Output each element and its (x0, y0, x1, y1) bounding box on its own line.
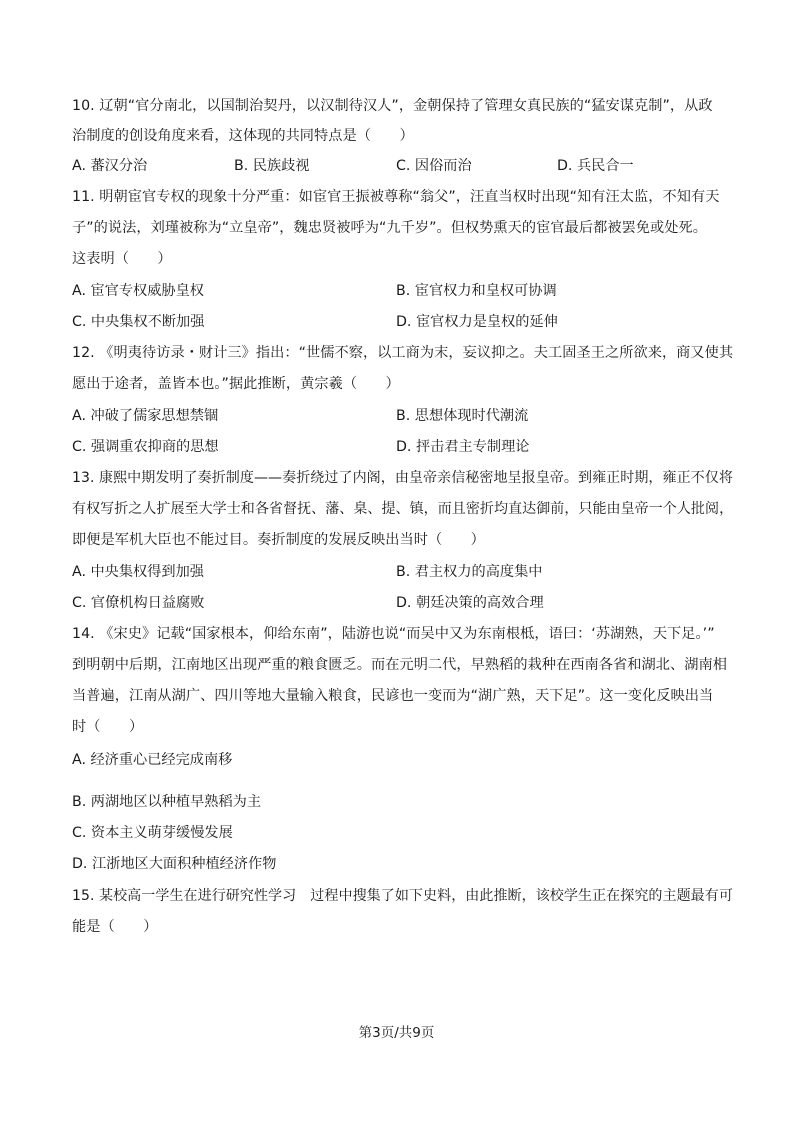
question-10-option-d: D. 兵民合一 (557, 158, 634, 174)
question-15-line-1: 15. 某校高一学生在进行研究性学习 过程中搜集了如下史料，由此推断，该校学生正在探究的主题最有可 (72, 888, 733, 904)
question-11-option-a: A. 宦官专权威胁皇权 (72, 283, 204, 299)
question-12-option-d: D. 抨击君主专制理论 (396, 439, 530, 455)
question-14-option-a: A. 经济重心已经完成南移 (72, 752, 233, 768)
question-13-option-c: C. 官僚机构日益腐败 (72, 595, 205, 611)
question-10-option-a: A. 蕃汉分治 (72, 158, 148, 174)
question-13-line-3: 即便是军机大臣也不能过目。奏折制度的发展反映出当时（ ） (72, 532, 485, 548)
question-11-line-1: 11. 明朝宦官专权的现象十分严重：如宦官王振被尊称“翁父”，汪直当权时出现“知有汪太监，不知有天 (72, 189, 720, 205)
question-11-line-2: 子”的说法，刘瑾被称为“立皇帝”，魏忠贤被呼为“九千岁”。但权势熏天的宦官最后都被罢免或处死。 (72, 220, 707, 236)
question-12-option-c: C. 强调重农抑商的思想 (72, 439, 219, 455)
question-10-line-1: 10. 辽朝“官分南北，以国制治契丹，以汉制待汉人”，金朝保持了管理女真民族的“猛安谋克制”，从政 (72, 98, 713, 114)
question-12-option-b: B. 思想体现时代潮流 (396, 408, 529, 424)
question-11-option-b: B. 宦官权力和皇权可协调 (396, 283, 557, 299)
question-14-option-b: B. 两湖地区以种植早熟稻为主 (72, 794, 262, 810)
question-14-line-4: 时（ ） (72, 719, 144, 735)
question-13-option-a: A. 中央集权得到加强 (72, 564, 204, 580)
question-14-line-3: 当普遍，江南从湖广、四川等地大量输入粮食，民谚也一变而为“湖广熟，天下足”。这一变化反映出当 (72, 688, 714, 704)
question-14-option-d: D. 江浙地区大面积种植经济作物 (72, 856, 277, 872)
question-14-option-c: C. 资本主义萌芽缓慢发展 (72, 825, 233, 841)
question-10-line-2: 治制度的创设角度来看，这体现的共同特点是（ ） (72, 128, 414, 144)
question-13-line-1: 13. 康熙中期发明了奏折制度——奏折绕过了内阁，由皇帝亲信秘密地呈报皇帝。到雍正时期，雍正不仅将 (72, 470, 733, 486)
question-12-line-1: 12. 《明夷待访录・财计三》指出：“世儒不察，以工商为末，妄议抑之。夫工固圣王之所欲来，商又使其 (72, 345, 734, 361)
question-10-option-b: B. 民族歧视 (234, 158, 310, 174)
question-11-line-3: 这表明（ ） (72, 251, 172, 267)
question-11-option-c: C. 中央集权不断加强 (72, 314, 205, 330)
question-13-line-2: 有权写折之人扩展至大学士和各省督抚、藩、臬、提、镇，而且密折均直达御前，只能由皇帝一个人批阅， (72, 501, 734, 517)
question-14-line-2: 到明朝中后期，江南地区出现严重的粮食匮乏。而在元明二代，早熟稻的栽种在西南各省和湖北、湖南相 (72, 657, 727, 673)
question-15-line-2: 能是（ ） (72, 919, 158, 935)
question-14-line-1: 14. 《宋史》记载“国家根本，仰给东南”，陆游也说“而吴中又为东南根柢，语曰：‘苏湖熟，天下足。’” (72, 626, 715, 642)
question-13-option-b: B. 君主权力的高度集中 (396, 564, 543, 580)
page-footer: 第3页/共9页 (358, 1025, 435, 1041)
question-12-option-a: A. 冲破了儒家思想禁锢 (72, 408, 219, 424)
question-12-line-2: 愿出于途者，盖皆本也。”据此推断，黄宗羲（ ） (72, 376, 400, 392)
question-10-option-c: C. 因俗而治 (396, 158, 472, 174)
question-11-option-d: D. 宦官权力是皇权的延伸 (396, 314, 558, 330)
question-13-option-d: D. 朝廷决策的高效合理 (396, 595, 544, 611)
